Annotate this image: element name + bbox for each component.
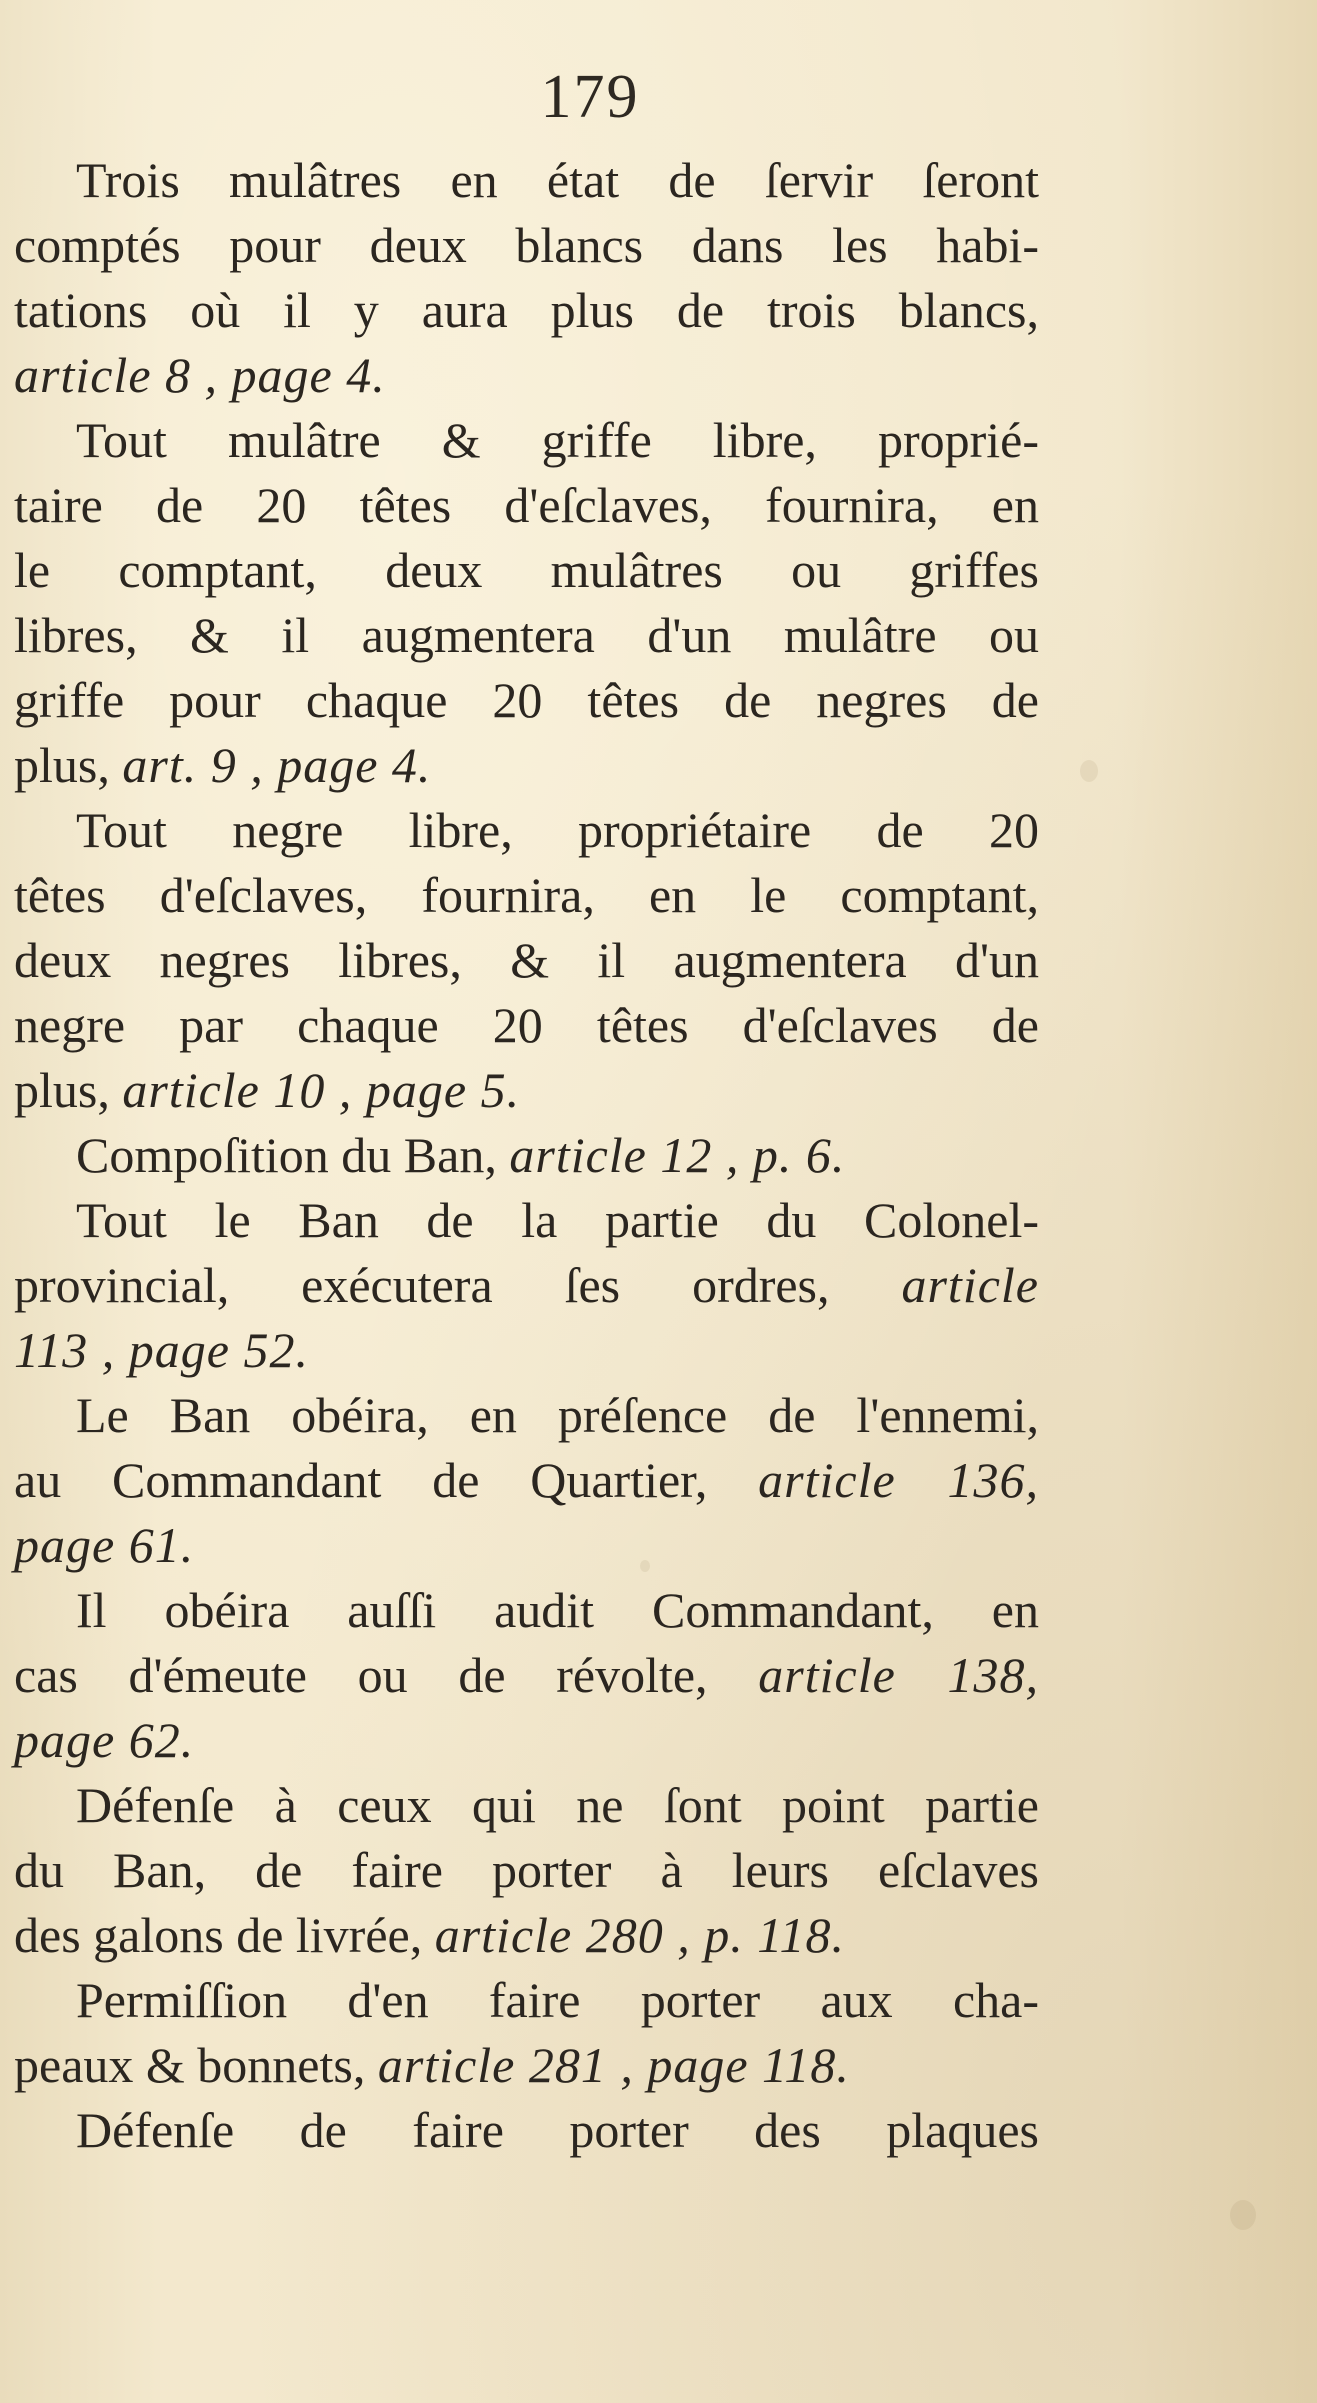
paper-stain (1080, 760, 1098, 782)
text-line (14, 863, 1039, 928)
page-number: 179 (540, 63, 640, 131)
text-line (14, 343, 1039, 408)
text-line (14, 1448, 1039, 1513)
line-text: Tout negre libre, propriétaire de 20 (76, 802, 1039, 858)
line-text: plus, (14, 737, 123, 793)
line-text: tations où il y aura plus de trois blancs, (14, 282, 1039, 338)
italic-reference: article 281 , page 118. (377, 2037, 850, 2093)
italic-reference: art. 9 , page 4. (122, 737, 432, 793)
text-line (14, 473, 1039, 538)
text-line (14, 1578, 1039, 1643)
line-text: negre par chaque 20 têtes d'eſclaves de (14, 997, 1039, 1053)
line-text: Il obéira auſſi audit Commandant, en (76, 1582, 1039, 1638)
line-text: taire de 20 têtes d'eſclaves, fournira, en (14, 477, 1039, 533)
text-line (14, 1188, 1039, 1253)
paper-stain (1230, 2200, 1256, 2230)
text-line (14, 1643, 1039, 1708)
italic-reference: page 61. (14, 1517, 195, 1573)
line-text: Compoſition du Ban, (76, 1127, 510, 1183)
line-text: du Ban, de faire porter à leurs eſclaves (14, 1842, 1039, 1898)
italic-reference: article 8 , page 4. (14, 347, 386, 403)
line-text: Défenſe à ceux qui ne ſont point partie (76, 1777, 1039, 1833)
line-text: Tout mulâtre & griffe libre, proprié- (76, 412, 1039, 468)
text-line (14, 733, 1039, 798)
text-line (14, 1253, 1039, 1318)
line-text: Tout le Ban de la partie du Colonel- (76, 1192, 1039, 1248)
text-line (14, 2033, 1039, 2098)
line-text: provincial, exécutera ſes ordres, (14, 1257, 902, 1313)
italic-reference: article 138, (758, 1647, 1039, 1703)
line-text: griffe pour chaque 20 têtes de negres de (14, 672, 1039, 728)
line-text: Le Ban obéira, en préſence de l'ennemi, (76, 1387, 1039, 1443)
line-text: plus, (14, 1062, 123, 1118)
text-line (14, 1708, 1039, 1773)
text-line (14, 538, 1039, 603)
line-text: comptés pour deux blancs dans les habi- (14, 217, 1039, 273)
italic-reference: article 10 , page 5. (122, 1062, 521, 1118)
text-line (14, 668, 1039, 733)
text-line (14, 408, 1039, 473)
line-text: des galons de livrée, (14, 1907, 435, 1963)
text-line (14, 1123, 1039, 1188)
line-text: Trois mulâtres en état de ſervir ſeront (76, 152, 1039, 208)
text-line (14, 993, 1039, 1058)
body-text (14, 148, 1039, 2163)
italic-reference: article (901, 1257, 1039, 1313)
text-line (14, 278, 1039, 343)
line-text: peaux & bonnets, (14, 2037, 378, 2093)
text-line (14, 1903, 1039, 1968)
text-line (14, 1968, 1039, 2033)
italic-reference: 113 , page 52. (14, 1322, 309, 1378)
line-text: au Commandant de Quartier, (14, 1452, 759, 1508)
text-line (14, 2098, 1039, 2163)
text-line (14, 798, 1039, 863)
italic-reference: article 12 , p. 6. (509, 1127, 846, 1183)
text-line (14, 1318, 1039, 1383)
text-line (14, 603, 1039, 668)
text-line (14, 1838, 1039, 1903)
line-text: deux negres libres, & il augmentera d'un (14, 932, 1039, 988)
line-text: cas d'émeute ou de révolte, (14, 1647, 759, 1703)
line-text: Défenſe de faire porter des plaques (76, 2102, 1039, 2158)
line-text: le comptant, deux mulâtres ou griffes (14, 542, 1039, 598)
line-text: Permiſſion d'en faire porter aux cha- (76, 1972, 1039, 2028)
text-line (14, 1058, 1039, 1123)
italic-reference: page 62. (14, 1712, 195, 1768)
text-line (14, 213, 1039, 278)
text-line (14, 1383, 1039, 1448)
line-text: têtes d'eſclaves, fournira, en le comptant, (14, 867, 1039, 923)
text-line (14, 1513, 1039, 1578)
text-line (14, 148, 1039, 213)
italic-reference: article 280 , p. 118. (434, 1907, 846, 1963)
text-line (14, 928, 1039, 993)
text-line (14, 1773, 1039, 1838)
line-text: libres, & il augmentera d'un mulâtre ou (14, 607, 1039, 663)
italic-reference: article 136, (758, 1452, 1039, 1508)
